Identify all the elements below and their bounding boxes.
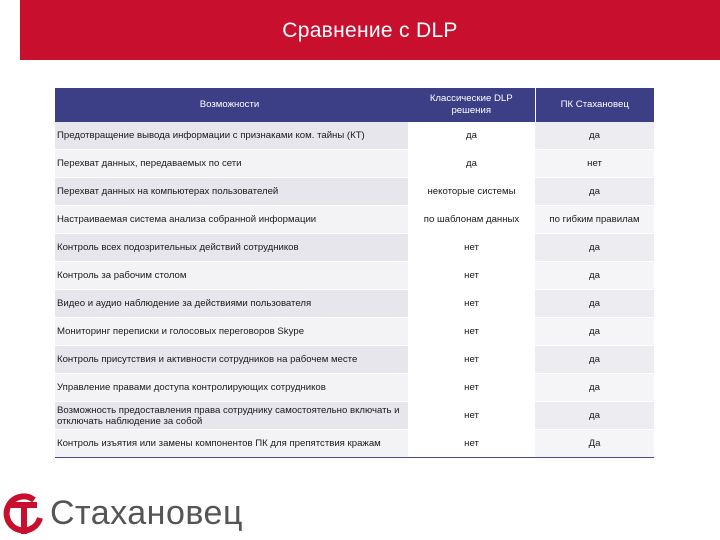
stakhanovets-cell: да xyxy=(535,318,654,346)
column-header-features: Возможности xyxy=(55,88,408,122)
stakhanovets-cell: да xyxy=(535,122,654,150)
dlp-cell: нет xyxy=(408,262,535,290)
table-row xyxy=(55,234,654,262)
dlp-cell: нет xyxy=(408,402,535,430)
feature-cell: Контроль за рабочим столом xyxy=(55,262,408,290)
table-row xyxy=(55,430,654,458)
stakhanovets-cell: Да xyxy=(535,430,654,458)
table-row xyxy=(55,178,654,206)
feature-cell: Перехват данных, передаваемых по сети xyxy=(55,150,408,178)
table-row xyxy=(55,122,654,150)
stakhanovets-cell: да xyxy=(535,262,654,290)
stakhanovets-logo-icon xyxy=(0,488,48,540)
table-row xyxy=(55,402,654,430)
dlp-cell: нет xyxy=(408,318,535,346)
table-row xyxy=(55,262,654,290)
feature-cell: Перехват данных на компьютерах пользователей xyxy=(55,178,408,206)
stakhanovets-cell: нет xyxy=(535,150,654,178)
dlp-cell: по шаблонам данных xyxy=(408,206,535,234)
feature-cell: Настраиваемая система анализа собранной информации xyxy=(55,206,408,234)
table-row xyxy=(55,206,654,234)
page-title: Сравнение с DLP xyxy=(282,19,458,42)
dlp-cell: нет xyxy=(408,430,535,458)
dlp-cell: нет xyxy=(408,346,535,374)
dlp-cell: нет xyxy=(408,374,535,402)
column-header-stakhanovets: ПК Стахановец xyxy=(535,88,654,122)
feature-cell: Контроль изъятия или замены компонентов ПК для препятствия кражам xyxy=(55,430,408,458)
stakhanovets-cell: да xyxy=(535,374,654,402)
table-row xyxy=(55,346,654,374)
table-row xyxy=(55,290,654,318)
stakhanovets-cell: да xyxy=(535,234,654,262)
comparison-table xyxy=(55,88,654,458)
dlp-cell: да xyxy=(408,122,535,150)
company-logo xyxy=(0,488,300,540)
stakhanovets-cell: по гибким правилам xyxy=(535,206,654,234)
dlp-cell: нет xyxy=(408,290,535,318)
table-header-row xyxy=(55,88,654,122)
column-header-dlp: Классические DLP решения xyxy=(408,88,535,122)
table-row xyxy=(55,150,654,178)
feature-cell: Предотвращение вывода информации с признаками ком. тайны (КТ) xyxy=(55,122,408,150)
feature-cell: Контроль присутствия и активности сотрудников на рабочем месте xyxy=(55,346,408,374)
table-row xyxy=(55,374,654,402)
dlp-cell: некоторые системы xyxy=(408,178,535,206)
feature-cell: Контроль всех подозрительных действий сотрудников xyxy=(55,234,408,262)
stakhanovets-cell: да xyxy=(535,290,654,318)
table-row xyxy=(55,318,654,346)
feature-cell: Возможность предоставления права сотруднику самостоятельно включать и отключать наблюдение за собой xyxy=(55,402,408,430)
stakhanovets-cell: да xyxy=(535,178,654,206)
dlp-cell: нет xyxy=(408,234,535,262)
stakhanovets-cell: да xyxy=(535,346,654,374)
stakhanovets-cell: да xyxy=(535,402,654,430)
feature-cell: Видео и аудио наблюдение за действиями пользователя xyxy=(55,290,408,318)
dlp-cell: да xyxy=(408,150,535,178)
feature-cell: Управление правами доступа контролирующих сотрудников xyxy=(55,374,408,402)
title-banner xyxy=(20,0,720,60)
feature-cell: Мониторинг переписки и голосовых переговоров Skype xyxy=(55,318,408,346)
logo-wordmark: Стахановец xyxy=(50,494,243,532)
